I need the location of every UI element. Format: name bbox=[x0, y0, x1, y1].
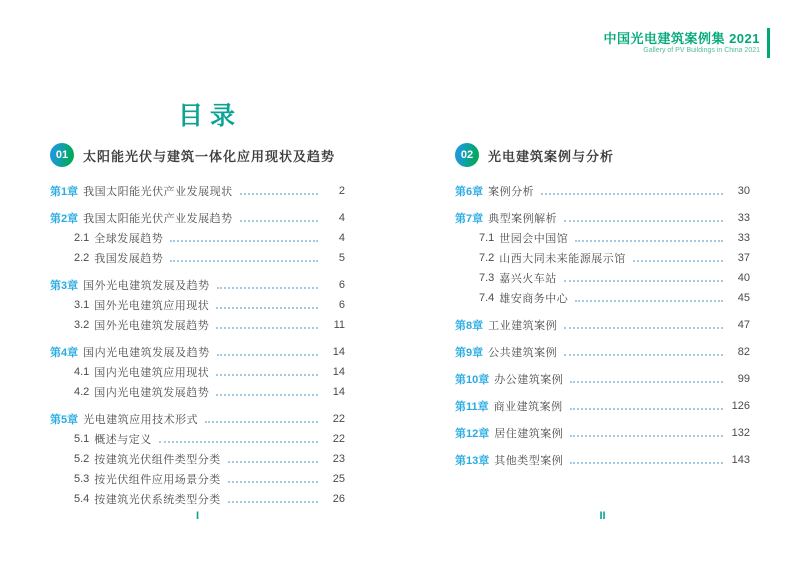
toc-subsection-row[interactable] bbox=[50, 362, 345, 382]
toc-subsection-row[interactable] bbox=[50, 489, 345, 509]
entry-label: 4.2 bbox=[74, 386, 90, 398]
entry-label: 第5章 bbox=[50, 414, 79, 426]
dot-leader bbox=[205, 421, 318, 423]
dot-leader bbox=[216, 327, 318, 329]
toc-chapter-row[interactable] bbox=[50, 181, 345, 201]
entry-label: 第6章 bbox=[455, 186, 484, 198]
entry-label: 第11章 bbox=[455, 401, 489, 413]
toc-chapter-row[interactable] bbox=[50, 208, 345, 228]
section-title: 光电建筑案例与分析 bbox=[488, 148, 615, 164]
toc-subsection-row[interactable] bbox=[50, 228, 345, 248]
entry-page-number: 26 bbox=[332, 493, 345, 505]
entry-page-number: 132 bbox=[731, 427, 750, 439]
entry-title: 嘉兴火车站 bbox=[499, 273, 557, 285]
dot-leader bbox=[575, 240, 723, 242]
entry-label: 第3章 bbox=[50, 280, 79, 292]
dot-leader bbox=[217, 287, 318, 289]
dot-leader bbox=[570, 462, 723, 464]
entry-title: 全球发展趋势 bbox=[94, 233, 164, 245]
entry-title: 光电建筑应用技术形式 bbox=[83, 414, 199, 426]
dot-leader bbox=[570, 381, 723, 383]
entry-title: 按光伏组件应用场景分类 bbox=[94, 474, 221, 486]
entry-label: 第4章 bbox=[50, 347, 79, 359]
dot-leader bbox=[216, 374, 318, 376]
entry-label: 5.4 bbox=[74, 493, 90, 505]
toc-chapter-row[interactable] bbox=[455, 315, 750, 335]
entry-title: 雄安商务中心 bbox=[499, 293, 569, 305]
toc-subsection-row[interactable] bbox=[50, 248, 345, 268]
entry-label: 2.1 bbox=[74, 232, 90, 244]
entry-page-number: 33 bbox=[737, 212, 750, 224]
toc-subsection-row[interactable] bbox=[50, 382, 345, 402]
folio-left: I bbox=[195, 510, 200, 522]
dot-leader bbox=[570, 435, 723, 437]
entry-title: 国外光电建筑应用现状 bbox=[94, 300, 210, 312]
dot-leader bbox=[240, 220, 318, 222]
entry-label: 5.3 bbox=[74, 473, 90, 485]
entry-page-number: 14 bbox=[332, 366, 345, 378]
dot-leader bbox=[564, 327, 723, 329]
entry-title: 国内光电建筑发展趋势 bbox=[94, 387, 210, 399]
toc-subsection-row[interactable] bbox=[455, 248, 750, 268]
dot-leader bbox=[575, 300, 723, 302]
entry-title: 概述与定义 bbox=[94, 434, 152, 446]
toc-subsection-row[interactable] bbox=[50, 449, 345, 469]
entry-label: 2.2 bbox=[74, 252, 90, 264]
dot-leader bbox=[170, 260, 318, 262]
entry-title: 山西大同未来能源展示馆 bbox=[499, 253, 626, 265]
entry-label: 第2章 bbox=[50, 213, 79, 225]
entry-label: 5.1 bbox=[74, 433, 90, 445]
document-header bbox=[603, 28, 770, 58]
toc-chapter-row[interactable] bbox=[455, 181, 750, 201]
entry-page-number: 4 bbox=[338, 212, 345, 224]
entry-label: 5.2 bbox=[74, 453, 90, 465]
entry-label: 第1章 bbox=[50, 186, 79, 198]
dot-leader bbox=[170, 240, 318, 242]
section-number-badge: 01 bbox=[50, 143, 74, 167]
entry-title: 商业建筑案例 bbox=[493, 401, 563, 413]
entry-page-number: 4 bbox=[338, 232, 345, 244]
dot-leader bbox=[541, 193, 723, 195]
dot-leader bbox=[570, 408, 723, 410]
dot-leader bbox=[564, 280, 723, 282]
toc-chapter-row[interactable] bbox=[455, 423, 750, 443]
toc-chapter-row[interactable] bbox=[455, 450, 750, 470]
entry-label: 7.2 bbox=[479, 252, 495, 264]
entry-title: 我国发展趋势 bbox=[94, 253, 164, 265]
toc-column-left bbox=[50, 181, 345, 509]
toc-subsection-row[interactable] bbox=[455, 228, 750, 248]
entry-page-number: 6 bbox=[338, 299, 345, 311]
dot-leader bbox=[564, 354, 723, 356]
dot-leader bbox=[228, 481, 318, 483]
entry-page-number: 30 bbox=[737, 185, 750, 197]
entry-label: 第7章 bbox=[455, 213, 484, 225]
entry-page-number: 23 bbox=[332, 453, 345, 465]
section-header-01 bbox=[50, 143, 335, 167]
page-title: 目录 bbox=[178, 102, 243, 130]
section-header-02 bbox=[455, 143, 614, 167]
entry-page-number: 40 bbox=[737, 272, 750, 284]
entry-label: 第10章 bbox=[455, 374, 490, 386]
entry-title: 国内光电建筑发展及趋势 bbox=[83, 347, 210, 359]
entry-title: 案例分析 bbox=[488, 186, 535, 198]
header-accent-bar bbox=[767, 28, 770, 58]
entry-page-number: 99 bbox=[737, 373, 750, 385]
entry-page-number: 37 bbox=[737, 252, 750, 264]
entry-title: 国内光电建筑应用现状 bbox=[94, 367, 210, 379]
document-subtitle: Gallery of PV Buildings in China 2021 bbox=[643, 46, 760, 54]
toc-chapter-row[interactable] bbox=[455, 369, 750, 389]
toc-subsection-row[interactable] bbox=[50, 429, 345, 449]
entry-title: 我国太阳能光伏产业发展趋势 bbox=[83, 213, 233, 225]
entry-title: 居住建筑案例 bbox=[494, 428, 564, 440]
entry-title: 世园会中国馆 bbox=[499, 233, 569, 245]
entry-page-number: 45 bbox=[737, 292, 750, 304]
entry-label: 第8章 bbox=[455, 320, 484, 332]
entry-title: 公共建筑案例 bbox=[488, 347, 558, 359]
entry-page-number: 14 bbox=[332, 346, 345, 358]
entry-title: 我国太阳能光伏产业发展现状 bbox=[83, 186, 233, 198]
entry-title: 按建筑光伏组件类型分类 bbox=[94, 454, 221, 466]
toc-chapter-row[interactable] bbox=[50, 275, 345, 295]
entry-title: 其他类型案例 bbox=[494, 455, 564, 467]
entry-page-number: 2 bbox=[338, 185, 345, 197]
entry-page-number: 22 bbox=[332, 413, 345, 425]
entry-title: 办公建筑案例 bbox=[494, 374, 564, 386]
section-title: 太阳能光伏与建筑一体化应用现状及趋势 bbox=[83, 148, 336, 164]
dot-leader bbox=[217, 354, 318, 356]
toc-chapter-row[interactable] bbox=[455, 208, 750, 228]
dot-leader bbox=[240, 193, 318, 195]
section-number-badge: 02 bbox=[455, 143, 479, 167]
dot-leader bbox=[633, 260, 723, 262]
entry-label: 4.1 bbox=[74, 366, 90, 378]
entry-title: 国外光电建筑发展趋势 bbox=[94, 320, 210, 332]
toc-column-right bbox=[455, 181, 750, 470]
entry-page-number: 33 bbox=[737, 232, 750, 244]
entry-title: 按建筑光伏系统类型分类 bbox=[94, 494, 221, 506]
entry-label: 7.1 bbox=[479, 232, 495, 244]
folio-right: II bbox=[599, 510, 606, 522]
document-header-text bbox=[603, 31, 760, 56]
entry-label: 3.1 bbox=[74, 299, 90, 311]
toc-chapter-row[interactable] bbox=[50, 409, 345, 429]
toc-chapter-row[interactable] bbox=[455, 342, 750, 362]
toc-subsection-row[interactable] bbox=[50, 295, 345, 315]
entry-page-number: 47 bbox=[737, 319, 750, 331]
entry-page-number: 126 bbox=[731, 400, 750, 412]
dot-leader bbox=[228, 461, 318, 463]
entry-page-number: 22 bbox=[332, 433, 345, 445]
entry-title: 典型案例解析 bbox=[488, 213, 558, 225]
entry-page-number: 14 bbox=[332, 386, 345, 398]
entry-page-number: 143 bbox=[731, 454, 750, 466]
toc-subsection-row[interactable] bbox=[50, 315, 345, 335]
dot-leader bbox=[159, 441, 318, 443]
dot-leader bbox=[564, 220, 723, 222]
entry-label: 7.4 bbox=[479, 292, 495, 304]
entry-label: 第12章 bbox=[455, 428, 490, 440]
entry-label: 第9章 bbox=[455, 347, 484, 359]
entry-page-number: 25 bbox=[332, 473, 345, 485]
toc-chapter-row[interactable] bbox=[455, 396, 750, 416]
entry-title: 工业建筑案例 bbox=[488, 320, 558, 332]
entry-title: 国外光电建筑发展及趋势 bbox=[83, 280, 210, 292]
dot-leader bbox=[216, 307, 318, 309]
document-title: 中国光电建筑案例集 2021 bbox=[603, 30, 760, 46]
entry-page-number: 11 bbox=[333, 319, 345, 331]
dot-leader bbox=[216, 394, 318, 396]
toc-subsection-row[interactable] bbox=[50, 469, 345, 489]
entry-page-number: 82 bbox=[737, 346, 750, 358]
entry-page-number: 6 bbox=[338, 279, 345, 291]
entry-label: 7.3 bbox=[479, 272, 495, 284]
toc-chapter-row[interactable] bbox=[50, 342, 345, 362]
toc-subsection-row[interactable] bbox=[455, 268, 750, 288]
dot-leader bbox=[228, 501, 318, 503]
entry-label: 第13章 bbox=[455, 455, 490, 467]
entry-label: 3.2 bbox=[74, 319, 90, 331]
entry-page-number: 5 bbox=[338, 252, 345, 264]
toc-subsection-row[interactable] bbox=[455, 288, 750, 308]
